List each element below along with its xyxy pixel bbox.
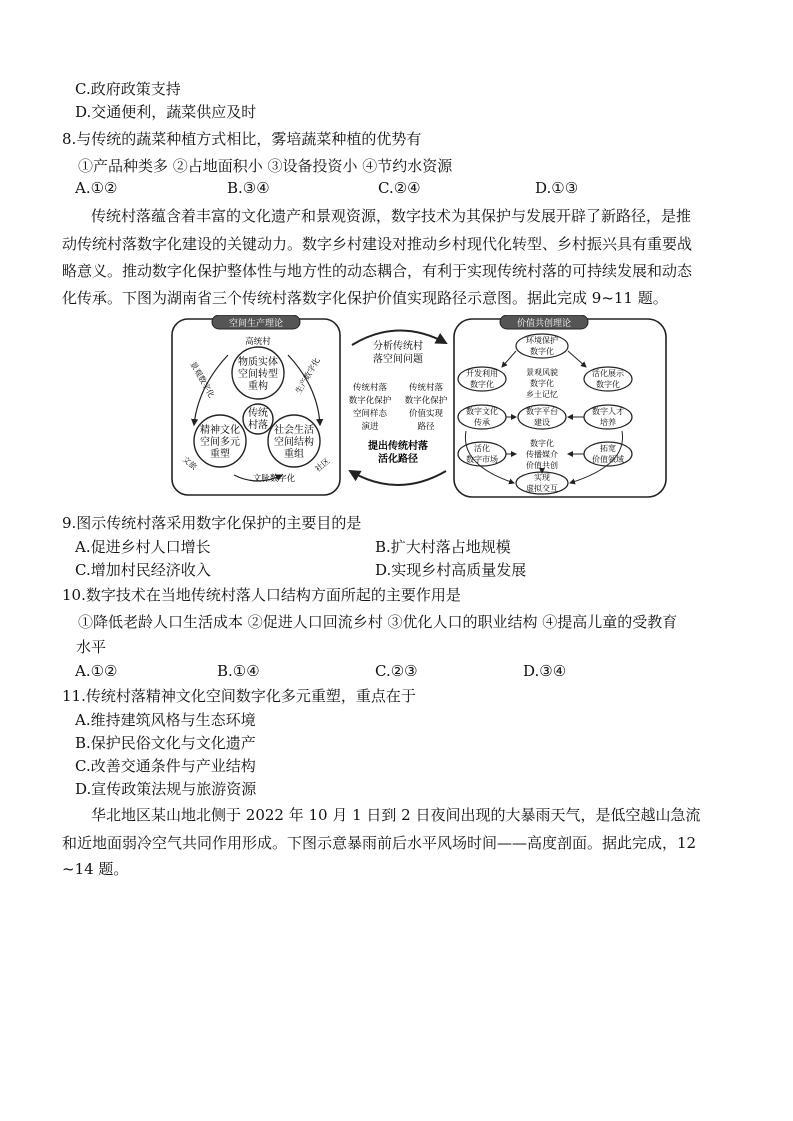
q8-option-b: B.③④	[227, 179, 270, 197]
q8-option-c: C.②④	[378, 179, 421, 197]
left-c3-line3: 重组	[284, 449, 304, 460]
q9-option-a: A.促进乡村人口增长	[75, 538, 211, 556]
q8-items: ①产品种类多 ②占地面积小 ③设备投资小 ④节约水资源	[78, 157, 453, 175]
svg-text:数字化: 数字化	[596, 380, 620, 389]
mid-col2-line2: 数字化保护	[404, 396, 448, 406]
q10-stem: 10.数字技术在当地传统村落人口结构方面所起的主要作用是	[62, 586, 461, 604]
q9-option-b: B.扩大村落占地规模	[375, 538, 511, 556]
mid-bottom-line2: 活化路径	[378, 454, 418, 465]
svg-text:数字平台: 数字平台	[526, 407, 558, 416]
q9-stem: 9.图示传统村落采用数字化保护的主要目的是	[62, 514, 362, 532]
passage1-line2: 动传统村落数字化建设的关键动力。数字乡村建设对推动乡村现代化转型、乡村振兴具有重要战	[62, 235, 693, 253]
svg-text:实现: 实现	[534, 473, 550, 482]
mid-col1-line2: 数字化保护	[348, 396, 392, 406]
passage1-line3: 略意义。推动数字化保护整体性与地方性的动态耦合，有利于实现传统村落的可持续发展和动态	[62, 262, 693, 280]
passage1-line1: 传统村落蕴含着丰富的文化遗产和景观资源，数字技术为其保护与发展开辟了新路径，是推	[91, 207, 692, 225]
q11-option-c: C.改善交通条件与产业结构	[75, 757, 256, 775]
q11-stem: 11.传统村落精神文化空间数字化多元重塑，重点在于	[62, 687, 416, 705]
mid-col2-line4: 路径	[417, 422, 435, 432]
left-panel-title: 空间生产理论	[228, 319, 284, 329]
svg-text:景观风貌: 景观风貌	[526, 368, 558, 377]
q7-option-c: C.政府政策支持	[75, 80, 181, 98]
right-panel-title: 价值共创理论	[516, 319, 572, 329]
svg-text:数字市场: 数字市场	[466, 455, 498, 464]
svg-text:数字人才: 数字人才	[592, 407, 624, 416]
q8-stem: 8.与传统的蔬菜种植方式相比，雾培蔬菜种植的优势有	[62, 130, 422, 148]
middle-panel	[349, 330, 448, 485]
mid-col1-line1: 传统村落	[352, 383, 388, 393]
passage1-line4: 化传承。下图为湖南省三个传统村落数字化保护价值实现路径示意图。据此完成 9~11 题。	[62, 289, 668, 307]
q8-option-a: A.①②	[75, 179, 118, 197]
q10-items-line2: 水平	[76, 638, 107, 656]
q8-option-d: D.①③	[535, 179, 579, 197]
passage2-line1: 华北地区某山地北侧于 2022 年 10 月 1 日到 2 日夜间出现的大暴雨天气，是低空越山急流	[91, 806, 701, 824]
mid-bottom-line1: 提出传统村落	[368, 441, 428, 452]
svg-text:虚拟交互: 虚拟交互	[526, 484, 558, 493]
q10-option-d: D.③④	[523, 662, 567, 680]
svg-text:培养: 培养	[600, 418, 616, 427]
left-c2-line2: 空间多元	[200, 437, 240, 448]
left-c3-line2: 空间结构	[274, 437, 314, 448]
svg-text:价值共创: 价值共创	[526, 461, 558, 470]
corner-right-label: 社区	[313, 456, 332, 474]
q7-option-d: D.交通便利，蔬菜供应及时	[75, 103, 257, 121]
side-right-label: 生产数字化	[293, 356, 322, 396]
svg-text:乡土记忆: 乡土记忆	[526, 390, 558, 399]
bottom-label: 文脉数字化	[252, 474, 296, 484]
mid-col2-line1: 传统村落	[408, 383, 444, 393]
left-center-line2: 村落	[248, 420, 268, 431]
passage2-line2: 和近地面弱冷空气共同作用形成。下图示意暴雨前后水平风场时间——高度剖面。据此完成，12	[62, 834, 697, 852]
mid-col2-line3: 价值实现	[408, 409, 444, 419]
village-digitalization-diagram	[170, 315, 670, 501]
q9-option-d: D.实现乡村高质量发展	[375, 561, 527, 579]
left-panel	[172, 315, 340, 495]
svg-text:数字化: 数字化	[530, 379, 554, 388]
side-left-label: 景观数字化	[188, 360, 217, 400]
corner-left-label: 文旅	[180, 454, 199, 472]
q11-option-d: D.宣传政策法规与旅游资源	[75, 780, 257, 798]
mid-col1-line4: 演进	[361, 422, 379, 432]
q11-option-b: B.保护民俗文化与文化遗产	[75, 734, 256, 752]
left-top-label: 高统村	[245, 337, 271, 347]
left-c1-line1: 物质实体	[238, 357, 278, 368]
svg-text:拓宽: 拓宽	[600, 444, 616, 453]
svg-text:数字化: 数字化	[530, 347, 554, 356]
q10-items-line1: ①降低老龄人口生活成本 ②促进人口回流乡村 ③优化人口的职业结构 ④提高儿童的受教育	[78, 613, 678, 631]
svg-text:数字化: 数字化	[530, 439, 554, 448]
mid-top-line2: 落空间问题	[373, 354, 423, 365]
q10-option-a: A.①②	[75, 662, 118, 680]
svg-text:环境保护: 环境保护	[526, 336, 558, 345]
svg-text:开发利用: 开发利用	[466, 369, 498, 378]
left-c2-line1: 精神文化	[200, 425, 240, 436]
left-c2-line3: 重塑	[210, 449, 230, 460]
q10-option-c: C.②③	[375, 662, 418, 680]
mid-top-line1: 分析传统村	[373, 341, 423, 352]
svg-text:传承: 传承	[474, 418, 490, 427]
q11-option-a: A.维持建筑风格与生态环境	[75, 711, 256, 729]
left-c1-line2: 空间转型	[238, 369, 278, 380]
svg-text:价值领域: 价值领域	[592, 455, 624, 464]
left-c1-line3: 重构	[248, 381, 268, 392]
svg-text:数字化: 数字化	[470, 380, 494, 389]
left-center-line1: 传统	[248, 408, 268, 419]
q9-option-c: C.增加村民经济收入	[75, 561, 211, 579]
svg-text:数字文化: 数字文化	[466, 407, 498, 416]
svg-text:活化: 活化	[474, 444, 490, 453]
svg-text:传播媒介: 传播媒介	[526, 450, 558, 459]
left-c3-line1: 社会生活	[274, 425, 314, 436]
right-panel	[454, 315, 666, 497]
q10-option-b: B.①④	[217, 662, 260, 680]
mid-col1-line3: 空间样态	[352, 409, 388, 419]
svg-text:活化展示: 活化展示	[592, 369, 624, 378]
passage2-line3: ~14 题。	[62, 860, 129, 878]
svg-text:建设: 建设	[534, 418, 550, 427]
